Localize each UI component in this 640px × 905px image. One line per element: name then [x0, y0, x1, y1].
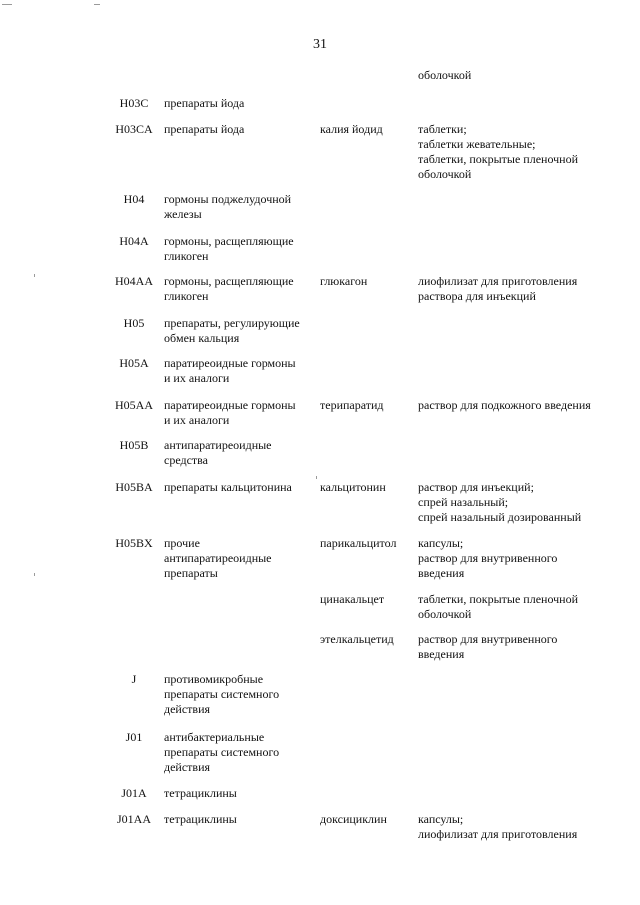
atc-code: H05B — [119, 438, 149, 452]
atc-code: J01AA — [116, 812, 151, 826]
atc-code: H05BA — [115, 480, 153, 494]
dosage-form-line: таблетки; — [418, 122, 467, 136]
dosage-form-line: введения — [418, 566, 465, 580]
group-name-line: препараты системного — [164, 745, 280, 759]
group-name — [164, 730, 312, 775]
drug-name — [320, 536, 414, 551]
dosage-form-line: спрей назальный; — [418, 495, 509, 509]
atc-code: H05 — [123, 316, 145, 330]
atc-code: J — [131, 672, 137, 686]
drug-name-line: цинакальцет — [320, 592, 385, 606]
group-name-line: препараты системного — [164, 687, 280, 701]
drug-name — [320, 398, 414, 413]
group-name — [164, 480, 312, 495]
drug-name — [320, 632, 414, 647]
drug-name — [320, 812, 414, 827]
group-name-line: и их аналоги — [164, 371, 230, 385]
group-name-line: железы — [164, 207, 202, 221]
dosage-form — [418, 274, 618, 304]
dosage-form-line: капсулы; — [418, 812, 464, 826]
dosage-form-line: лиофилизат для приготовления — [418, 274, 578, 288]
group-name — [164, 438, 312, 468]
dosage-form-line: раствор для подкожного введения — [418, 398, 591, 412]
drug-name-line: доксициклин — [320, 812, 387, 826]
dosage-form-line: таблетки жевательные; — [418, 137, 536, 151]
atc-code: H03C — [119, 96, 149, 110]
group-name-line: паратиреоидные гормоны — [164, 398, 296, 412]
dosage-form — [418, 122, 618, 182]
group-name-line: противомикробные — [164, 672, 264, 686]
atc-code: H03CA — [115, 122, 153, 136]
group-name-line: гормоны поджелудочной — [164, 192, 292, 206]
atc-code: H05AA — [115, 398, 153, 412]
dosage-form-line: оболочкой — [418, 167, 472, 181]
atc-code: H05BX — [115, 536, 153, 550]
group-name-line: антибактериальные — [164, 730, 265, 744]
group-name-line: антипаратиреоидные — [164, 551, 272, 565]
group-name-line: обмен кальция — [164, 331, 240, 345]
dosage-form — [418, 398, 618, 413]
scan-mark — [94, 4, 100, 5]
group-name-line: антипаратиреоидные — [164, 438, 272, 452]
group-name — [164, 316, 312, 346]
dosage-form-line: таблетки, покрытые пленочной — [418, 152, 579, 166]
scan-mark — [316, 476, 317, 479]
dosage-form-line: раствор для внутривенного — [418, 632, 558, 646]
dosage-form — [418, 812, 618, 842]
dosage-form-line: лиофилизат для приготовления — [418, 827, 578, 841]
group-name — [164, 672, 312, 717]
group-name-line: тетрациклины — [164, 786, 237, 800]
atc-code: J01A — [121, 786, 147, 800]
group-name-line: гликоген — [164, 289, 209, 303]
group-name-line: средства — [164, 453, 209, 467]
continuation-text: оболочкой — [418, 68, 472, 82]
dosage-form-line: капсулы; — [418, 536, 464, 550]
group-name — [164, 812, 312, 827]
dosage-form-line: раствора для инъекций — [418, 289, 536, 303]
dosage-form-line: раствор для внутривенного — [418, 551, 558, 565]
atc-code: H04A — [119, 234, 149, 248]
group-name — [164, 398, 312, 428]
atc-code: H04 — [123, 192, 145, 206]
group-name-line: паратиреоидные гормоны — [164, 356, 296, 370]
group-name-line: гормоны, расщепляющие — [164, 274, 294, 288]
dosage-form-line: таблетки, покрытые пленочной — [418, 592, 579, 606]
atc-code: H04AA — [115, 274, 153, 288]
group-name-line: гликоген — [164, 249, 209, 263]
group-name — [164, 122, 312, 137]
drug-name-line: кальцитонин — [320, 480, 386, 494]
group-name-line: препараты йода — [164, 122, 245, 136]
scan-mark — [2, 4, 12, 5]
dosage-form-line: спрей назальный дозированный — [418, 510, 582, 524]
drug-name-line: этелкальцетид — [320, 632, 394, 646]
scan-mark — [34, 573, 35, 576]
atc-code: H05A — [119, 356, 149, 370]
group-name-line: гормоны, расщепляющие — [164, 234, 294, 248]
group-name — [164, 192, 312, 222]
drug-name — [320, 122, 414, 137]
dosage-form — [418, 592, 618, 622]
group-name-line: тетрациклины — [164, 812, 237, 826]
group-name-line: и их аналоги — [164, 413, 230, 427]
group-name — [164, 536, 312, 581]
group-name — [164, 96, 312, 111]
drug-name-line: калия йодид — [320, 122, 383, 136]
group-name-line: действия — [164, 702, 211, 716]
group-name-line: прочие — [164, 536, 200, 550]
group-name — [164, 274, 312, 304]
group-name-line: препараты йода — [164, 96, 245, 110]
dosage-form — [418, 632, 618, 662]
group-name-line: препараты, регулирующие — [164, 316, 300, 330]
drug-name-line: парикальцитол — [320, 536, 397, 550]
drug-name — [320, 274, 414, 289]
dosage-form — [418, 480, 618, 525]
drug-name — [320, 592, 414, 607]
drug-name-line: терипаратид — [320, 398, 384, 412]
group-name-line: действия — [164, 760, 211, 774]
group-name — [164, 356, 312, 386]
dosage-form-line: оболочкой — [418, 607, 472, 621]
drug-name-line: глюкагон — [320, 274, 368, 288]
dosage-form — [418, 536, 618, 581]
dosage-form-line: введения — [418, 647, 465, 661]
group-name — [164, 234, 312, 264]
dosage-form-line: раствор для инъекций; — [418, 480, 534, 494]
drug-name — [320, 480, 414, 495]
page-number: 31 — [313, 37, 327, 52]
atc-code: J01 — [125, 730, 143, 744]
group-name-line: препараты кальцитонина — [164, 480, 292, 494]
group-name-line: препараты — [164, 566, 218, 580]
group-name — [164, 786, 312, 801]
scan-mark — [34, 274, 35, 277]
